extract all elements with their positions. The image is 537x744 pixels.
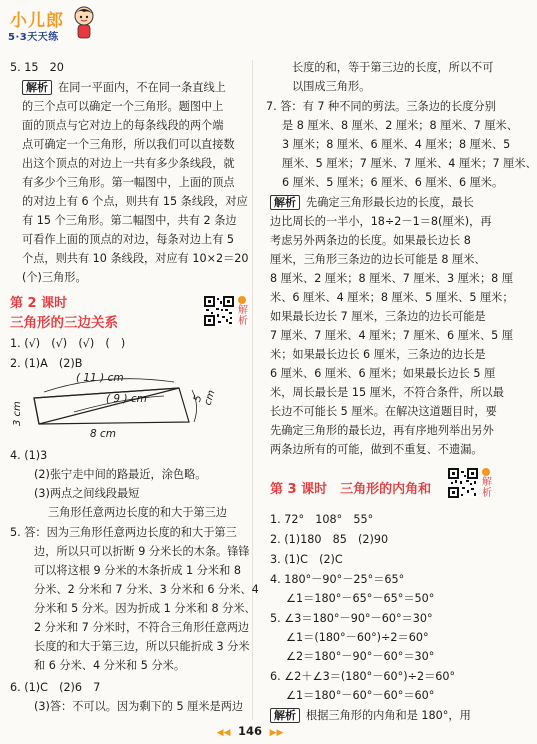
diagram-label-left: 3 cm <box>12 401 23 426</box>
logo-subtitle: 5·3天天练 <box>8 32 59 43</box>
lesson3-answer: 1. 72° 108° 55° <box>270 513 374 526</box>
answer-q5b-line: 分米、2 分米和 7 分米、3 分米和 6 分米、4 <box>34 583 259 596</box>
analysis-tag: 解析 <box>270 195 300 210</box>
analysis-line: 如果最长边长 7 厘米，三条边的边长可能是 <box>270 310 486 323</box>
answer-q5b-line: 长度的和大于第三边，所以只能折成 3 分米 <box>34 640 250 653</box>
page-number: 146 <box>237 724 262 738</box>
answer-q4-line: (2)张宁走中间的路最近，涂色略。 <box>34 468 207 481</box>
qr-label: 解 析 <box>238 296 248 327</box>
play-icon <box>238 296 246 304</box>
lesson3-answer: 3. (1)C (2)C <box>270 553 343 566</box>
answer-q5b-line: 和 6 分米、4 分米和 5 分米。 <box>34 659 186 672</box>
analysis-line: 两条边所有的可能，做到不重复、不遗漏。 <box>270 443 483 456</box>
next-arrows-icon: ▶▶ <box>269 728 284 738</box>
answer-q5b-line: 2 分米和 7 分米时，不符合三角形任意两边 <box>34 621 250 634</box>
analysis-line: 米、6 厘米、4 厘米；8 厘米、5 厘米、5 厘米； <box>270 291 514 304</box>
answer-q7-line: 3 厘米；8 厘米、6 厘米、4 厘米；8 厘米、5 <box>282 138 511 151</box>
analysis-line: 的对边上有 6 个点，则共有 15 条线段，对应 <box>22 195 248 208</box>
analysis-line: 边比周长的一半小，18÷2－1＝8(厘米)，再 <box>270 215 492 228</box>
analysis-line: 米，周长最长是 15 厘米，不符合条件，所以最 <box>270 386 504 399</box>
analysis-line: 有多少个三角形。第一幅图中，上面的顶点 <box>22 176 235 189</box>
analysis-line: 先确定三角形的最长边，再有序地列举出另外 <box>270 424 494 437</box>
analysis-line: 个点，则共有 10 条线段，对应有 10×2＝20 <box>22 252 249 265</box>
final-analysis: 解析 根据三角形的内角和是 180°，用 <box>270 708 471 724</box>
analysis-line: 点可确定一个三角形，所以我们可以直接数 <box>22 138 235 151</box>
lesson3-answer: ∠2＝180°－90°－60°＝30° <box>286 650 435 663</box>
answer-q7-line: 是 8 厘米、8 厘米、2 厘米；8 厘米、7 厘米、 <box>282 119 518 132</box>
diagram-label-top: ( 11 ) cm <box>76 372 124 384</box>
answer-q7-line: 厘米、5 厘米；7 厘米、7 厘米、4 厘米；7 厘米、 <box>282 157 537 170</box>
analysis-line-0: 解析 在同一平面内，不在同一条直线上 <box>22 80 226 96</box>
answer-q6: 6. (1)C (2)6 7 <box>10 681 101 694</box>
answer-q1: 1. (√) (√) (√) ( ) <box>10 337 126 350</box>
answer-q5: 5. 15 20 <box>10 61 64 74</box>
diagram-label-middle: ( 9 ) cm <box>106 393 147 405</box>
analysis-line: 面的顶点与它对边上的每条线段的两个端 <box>22 119 224 132</box>
answer-q2: 2. (1)A (2)B <box>10 357 83 370</box>
analysis-line: 长边不可能长 5 厘米。在解决这道题目时，要 <box>270 405 497 418</box>
answer-q5b: 5. 答：因为三角形任意两边长度的和大于第三 <box>10 526 237 539</box>
lesson3-answer: ∠1＝(180°－60°)÷2＝60° <box>286 631 429 644</box>
answer-q5b-line: 分米和 5 分米。因为折成 1 分米和 8 分米、 <box>34 602 256 615</box>
analysis-line: 出这个顶点的对边上一共有多少条线段，就 <box>22 157 235 170</box>
lesson-3-heading <box>270 482 431 498</box>
answer-q4-line: (3)两点之间线段最短 <box>34 487 140 500</box>
answer-q4-line: 三角形任意两边长度的和大于第三边 <box>48 506 228 519</box>
answer-q6-line: (3)答：不可以。因为剩下的 5 厘米是两边 <box>34 700 244 713</box>
logo-title: 小儿郎 <box>10 11 64 31</box>
analysis-line-0: 解析 先确定三角形最长边的长度，最长 <box>270 195 474 211</box>
lesson3-answer: 2. (1)180 85 (2)90 <box>270 533 389 546</box>
lesson3-answer: ∠1＝180°－65°－65°＝50° <box>286 592 435 605</box>
analysis-line: 8 厘米、2 厘米；8 厘米、7 厘米、3 厘米；8 厘 <box>270 272 514 285</box>
analysis-line: 考虑另外两条边的长度。如果最长边长 8 <box>270 234 471 247</box>
lesson3-answer: ∠1＝180°－60°－60°＝60° <box>286 689 435 702</box>
analysis-tag: 解析 <box>22 80 52 95</box>
continued-line: 以围成三角形。 <box>292 80 371 93</box>
answer-q5b-line: 可以将这根 9 分米的木条折成 1 分米和 8 <box>34 564 241 577</box>
prev-arrows-icon: ◀◀ <box>216 728 231 738</box>
lesson-2-label: 第 2 课时 <box>10 296 68 311</box>
analysis-line: (个)三角形。 <box>22 271 87 284</box>
continued-line: 长度的和，等于第三边的长度，所以不可 <box>292 61 494 74</box>
diagram-label-right: 5 cm <box>192 388 218 407</box>
triangle-diagram <box>12 372 218 444</box>
answer-q4: 4. (1)3 <box>10 449 48 462</box>
answer-q7-line: 6 厘米、5 厘米；6 厘米、6 厘米、6 厘米。 <box>282 176 504 189</box>
answer-q5b-line: 边，所以只可以折断 9 分米长的木条。锋锋 <box>34 545 250 558</box>
analysis-line: 的三个点可以确定一个三角形。题图中上 <box>22 100 224 113</box>
lesson3-answer: 5. ∠3＝180°－90°－60°＝30° <box>270 612 433 625</box>
lesson3-answer: 4. 180°－90°－25°＝65° <box>270 573 405 586</box>
page-footer <box>0 724 500 742</box>
diagram-label-bottom: 8 cm <box>90 428 117 440</box>
qr-label: 解 析 <box>482 468 492 499</box>
answer-q7: 7. 答：有 7 种不同的剪法。三条边的长度分别 <box>266 100 496 113</box>
play-icon <box>482 468 490 476</box>
analysis-line: 7 厘米、7 厘米、4 厘米；7 厘米、6 厘米、5 厘 <box>270 329 514 342</box>
lesson-3-label: 第 3 课时 <box>270 482 328 497</box>
mascot-icon <box>72 6 96 40</box>
column-divider <box>252 60 253 720</box>
lesson-3-title: 三角形的内角和 <box>340 482 432 497</box>
qr-code-icon[interactable] <box>204 296 234 326</box>
analysis-line: 有 15 个三角形。第二幅图中，共有 2 条边 <box>22 214 237 227</box>
analysis-tag: 解析 <box>270 708 300 723</box>
analysis-line: 可看作上面的顶点的对边，每条对边上有 5 <box>22 233 235 246</box>
brand-logo <box>6 4 96 54</box>
analysis-line: 6 厘米、6 厘米、6 厘米；如果最长边长 5 厘 <box>270 367 496 380</box>
lesson3-answer: 6. ∠2＋∠3＝(180°－60°)÷2＝60° <box>270 670 456 683</box>
lesson-2-title: 三角形的三边关系 <box>10 315 118 331</box>
qr-code-icon[interactable] <box>448 468 478 498</box>
analysis-line: 米；如果最长边长 6 厘米，三条边的边长是 <box>270 348 486 361</box>
analysis-line: 厘米，三角形三条边的边长可能是 8 厘米、 <box>270 253 486 266</box>
